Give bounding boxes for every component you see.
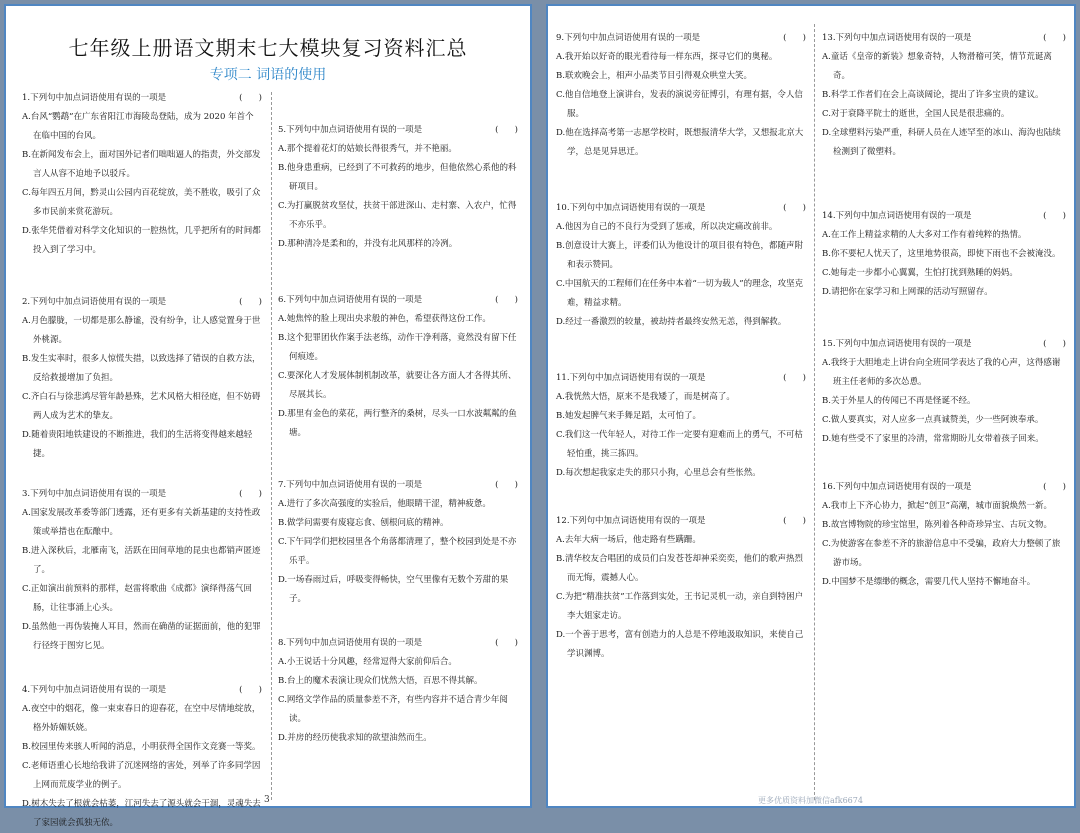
question-block: [822, 210, 1066, 302]
answer-blank: ( ): [239, 297, 262, 307]
question-stem: [556, 515, 806, 528]
answer-option: C.为把“精准扶贫”工作落到实处，王书记灵机一动，亲自到特困户李大姐家走访。: [556, 592, 804, 621]
answer-option: D.一个善于思考，富有创造力的人总是不停地汲取知识，来使自己学识渊博。: [556, 630, 804, 659]
question-text: 7.下列句中加点词语使用有误的一项是: [278, 480, 423, 490]
question-stem: [22, 296, 262, 309]
question-stem: [822, 481, 1066, 494]
question-block: [822, 338, 1066, 449]
question-stem: [556, 372, 806, 385]
question-stem: [556, 32, 806, 45]
column-divider: [814, 24, 815, 800]
answer-option: D.经过一番激烈的较量，被劫持者最终安然无恙，得到解救。: [556, 317, 787, 327]
question-stem: [556, 202, 806, 215]
answer-blank: ( ): [239, 93, 262, 103]
question-stem: [278, 294, 518, 307]
answer-option: D.请把你在家学习和上网课的活动写照留存。: [822, 287, 993, 297]
answer-option: C.我们这一代年轻人，对待工作一定要有迎难而上的勇气，不可枯轻怕重，挑三拣四。: [556, 430, 803, 459]
answer-option: D.随着贵阳地铁建设的不断推进，我们的生活将变得越来越轻捷。: [22, 430, 253, 459]
answer-blank: ( ): [1043, 339, 1066, 349]
answer-option: A.他因为自己的不良行为受到了惩戒，所以决定痛改前非。: [556, 222, 778, 232]
question-block: [278, 294, 518, 443]
question-text: 9.下列句中加点词语使用有误的一项是: [556, 33, 701, 43]
answer-option: C.齐白石与徐悲鸿尽管年龄悬殊，艺术风格大相径庭，但不妨碍两人成为艺术的挚友。: [22, 392, 261, 421]
answer-option: C.为打赢脱贫攻坚仗，扶贫干部进深山、走村寨、入农户，忙得不亦乐乎。: [278, 201, 517, 230]
answer-option: C.网络文学作品的质量参差不齐，有些内容并不适合青少年阅读。: [278, 695, 508, 724]
answer-option: B.科学工作者们在会上高谈阔论，提出了许多宝贵的建议。: [822, 90, 1044, 100]
answer-option: B.校园里传来骇人听闻的消息，小明获得全国作文竞赛一等奖。: [22, 742, 261, 752]
answer-option: D.那种清冷是柔和的，并没有北风那样的冷冽。: [278, 239, 458, 249]
question-block: [278, 124, 518, 254]
question-text: 12.下列句中加点词语使用有误的一项是: [556, 516, 706, 526]
answer-option: B.她发起脾气来手舞足蹈，太可怕了。: [556, 411, 701, 421]
question-block: [822, 32, 1066, 162]
answer-option: B.联欢晚会上，相声小品类节目引得观众哄堂大笑。: [556, 71, 752, 81]
question-block: [22, 684, 262, 833]
answer-blank: ( ): [239, 685, 262, 695]
left-column-2: [278, 124, 518, 748]
question-block: [22, 92, 262, 260]
answer-option: B.清华校友合唱团的成员们白发苍苍却神采奕奕，他们的歌声热烈而无悔，震撼人心。: [556, 554, 803, 583]
question-stem: [22, 92, 262, 105]
right-page: [546, 4, 1076, 808]
question-block: [556, 32, 806, 162]
answer-option: B.做学问需要有废寝忘食、刨根问底的精神。: [278, 518, 449, 528]
answer-blank: ( ): [495, 638, 518, 648]
left-column-1: [22, 92, 262, 833]
page-number: 3: [264, 795, 270, 805]
question-stem: [22, 684, 262, 697]
answer-option: A.进行了多次高强度的实验后，他眼睛干涩，精神疲惫。: [278, 499, 491, 509]
question-stem: [822, 210, 1066, 223]
right-column-2: [822, 32, 1066, 592]
answer-blank: ( ): [783, 516, 806, 526]
answer-option: B.创意设计大赛上，评委们认为他设计的项目很有特色，都随声附和表示赞同。: [556, 241, 803, 270]
answer-blank: ( ): [783, 373, 806, 383]
question-text: 6.下列句中加点词语使用有误的一项是: [278, 295, 423, 305]
answer-blank: ( ): [495, 295, 518, 305]
answer-option: B.他身患重病，已经到了不可救药的地步，但他依然心系他的科研项目。: [278, 163, 517, 192]
question-stem: [278, 637, 518, 650]
answer-option: D.中国梦不是缥缈的概念，需要几代人坚持不懈地奋斗。: [822, 577, 1036, 587]
answer-option: A.月色朦胧，一切都是那么静谧，没有纷争，让人感觉置身于世外桃源。: [22, 316, 261, 345]
question-stem: [278, 124, 518, 137]
section-subtitle: 专项二 词语的使用: [209, 67, 327, 83]
answer-option: C.老师语重心长地给我讲了沉迷网络的害处，列举了许多同学因上网而荒废学业的例子。: [22, 761, 261, 790]
answer-option: C.为使游客在参差不齐的旅游信息中不受骗，政府大力整顿了旅游市场。: [822, 539, 1061, 568]
answer-option: B.关于外星人的传闻已不再是怪诞不经。: [822, 396, 976, 406]
answer-option: A.那个提着花灯的姑娘长得很秀气，并不艳丽。: [278, 144, 457, 154]
answer-option: C.他自信地登上演讲台，发表的演说旁征博引，有理有据，令人信服。: [556, 90, 803, 119]
answer-blank: ( ): [239, 489, 262, 499]
answer-option: D.并房的经历使我求知的欲望油然而生。: [278, 733, 432, 743]
answer-blank: ( ): [783, 33, 806, 43]
answer-option: D.虽然他一再伪装掩人耳目，然而在确凿的证据面前，他的犯罪行径终于图穷匕见。: [22, 622, 261, 651]
answer-option: D.她有些受不了家里的冷清，常常期盼儿女带着孩子回来。: [822, 434, 1044, 444]
question-text: 14.下列句中加点词语使用有误的一项是: [822, 211, 972, 221]
question-stem: [22, 488, 262, 501]
answer-option: A.台风“鹦鹉”在广东省阳江市海陵岛登陆，成为 2020 年首个在临中国的台风。: [22, 112, 254, 141]
question-text: 10.下列句中加点词语使用有误的一项是: [556, 203, 706, 213]
answer-blank: ( ): [1043, 482, 1066, 492]
answer-option: C.要深化人才发展体制机制改革，就要让各方面人才各得其所、尽展其长。: [278, 371, 517, 400]
answer-option: C.下午同学们把校园里各个角落都清理了，整个校园到处是不亦乐乎。: [278, 537, 517, 566]
answer-blank: ( ): [783, 203, 806, 213]
left-page: [4, 4, 532, 828]
answer-option: A.夜空中的烟花，像一束束春日的迎春花，在空中尽情地绽放，格外娇媚妖娆。: [22, 704, 261, 733]
answer-blank: ( ): [495, 125, 518, 135]
question-text: 15.下列句中加点词语使用有误的一项是: [822, 339, 972, 349]
answer-option: B.故宫博物院的珍宝馆里，陈列着各种奇珍异宝、古玩文物。: [822, 520, 1052, 530]
question-text: 5.下列句中加点词语使用有误的一项是: [278, 125, 423, 135]
question-text: 4.下列句中加点词语使用有误的一项是: [22, 685, 167, 695]
answer-option: A.她焦悴的脸上现出央求般的神色，希望获得这份工作。: [278, 314, 491, 324]
question-text: 3.下列句中加点词语使用有误的一项是: [22, 489, 167, 499]
question-stem: [822, 32, 1066, 45]
answer-option: C.对于衰降平院士的逝世，全国人民是很悲痛的。: [822, 109, 1010, 119]
question-text: 13.下列句中加点词语使用有误的一项是: [822, 33, 972, 43]
question-block: [556, 202, 806, 332]
question-stem: [822, 338, 1066, 351]
answer-blank: ( ): [495, 480, 518, 490]
question-text: 1.下列句中加点词语使用有误的一项是: [22, 93, 167, 103]
answer-option: B.这个犯罪团伙作案手法老练，动作干净利落，竟然没有留下任何痕迹。: [278, 333, 517, 362]
answer-option: B.在新闻发布会上，面对国外记者们咄咄逼人的指责，外交部发言人从容不迫地予以驳斥。: [22, 150, 261, 179]
answer-option: B.你不要杞人忧天了，这里地势很高，即使下雨也不会被淹没。: [822, 249, 1061, 259]
answer-option: D.全球塑料污染严重，科研人员在人迹罕至的冰山、海沟也陆续检测到了微塑料。: [822, 128, 1061, 157]
answer-blank: ( ): [1043, 33, 1066, 43]
answer-option: D.一场春雨过后，呼吸变得畅快，空气里像有无数个芳甜的果子。: [278, 575, 509, 604]
answer-option: A.小王说话十分风趣，经常逗得大家前仰后合。: [278, 657, 457, 667]
answer-option: C.正如演出前预料的那样，赵雷将歌曲《成都》演绎得荡气回肠，让往事涌上心头。: [22, 584, 252, 613]
question-text: 11.下列句中加点词语使用有误的一项是: [556, 373, 706, 383]
question-block: [556, 515, 806, 664]
answer-blank: ( ): [1043, 211, 1066, 221]
answer-option: D.树木失去了根就会枯萎，江河失去了源头就会干涸，灵魂失去了家园就会孤独无依。: [22, 799, 261, 828]
answer-option: B.发生实率时，很多人惊慌失措，以致选择了错误的自救方法，反给救援增加了负担。: [22, 354, 261, 383]
question-text: 2.下列句中加点词语使用有误的一项是: [22, 297, 167, 307]
footer-note: 更多优质资料加微信afk6674: [758, 796, 863, 805]
column-divider: [271, 92, 272, 800]
answer-option: A.我恍然大悟，原来不是我矮了，而是树高了。: [556, 392, 735, 402]
question-block: [22, 488, 262, 656]
answer-option: A.我开始以好奇的眼光看待每一样东西，探寻它们的奥秘。: [556, 52, 778, 62]
answer-option: A.童话《皇帝的新装》想象奇特，人物滑稽可笑，情节荒诞离奇。: [822, 52, 1052, 81]
answer-option: A.我终于大胆地走上讲台向全班同学表达了我的心声，这得感谢班主任老师的多次怂恿。: [822, 358, 1061, 387]
answer-option: C.中国航天的工程师们在任务中本着“一切为载人”的理念，攻坚克难，精益求精。: [556, 279, 804, 308]
answer-option: D.他在选择高考第一志愿学校时，既想报清华大学，又想报北京大学，总是见异思迁。: [556, 128, 804, 157]
answer-option: B.进入深秋后，北雁南飞，活跃在田间草地的昆虫也都销声匿迹了。: [22, 546, 261, 575]
question-block: [556, 372, 806, 483]
question-block: [822, 481, 1066, 592]
answer-option: A.去年大病一场后，他走路有些蹒跚。: [556, 535, 701, 545]
right-column-1: [556, 32, 806, 664]
answer-option: C.做人要真实，对人应多一点真诚赞美，少一些阿谀奉承。: [822, 415, 1044, 425]
question-stem: [278, 479, 518, 492]
question-block: [278, 479, 518, 609]
answer-option: D.张华凭借着对科学文化知识的一腔热忱，几乎把所有的时间都投入到了学习中。: [22, 226, 261, 255]
answer-option: B.台上的魔术表演让现众们忧然大悟，百思不得其解。: [278, 676, 483, 686]
question-block: [278, 637, 518, 748]
answer-option: D.那里有金色的菜花，两行整齐的桑树，尽头一口水波粼粼的鱼塘。: [278, 409, 517, 438]
page-title: 七年级上册语文期末七大模块复习资料汇总: [68, 36, 468, 60]
answer-option: D.每次想起我家走失的那只小狗，心里总会有些怅然。: [556, 468, 761, 478]
question-text: 8.下列句中加点词语使用有误的一项是: [278, 638, 423, 648]
answer-option: C.她每走一步都小心翼翼，生怕打扰到熟睡的妈妈。: [822, 268, 1018, 278]
answer-option: A.在工作上精益求精的人大多对工作有着纯粹的热情。: [822, 230, 1027, 240]
answer-option: C.每年四五月间，黔灵山公园内百花绽放，美不胜收，吸引了众多市民前来赏花游玩。: [22, 188, 261, 217]
answer-option: A.我市上下齐心协力，掀起“创卫”高潮，城市面貌焕然一新。: [822, 501, 1053, 511]
answer-option: A.国家发展改革委等部门透露，还有更多有关新基建的支持性政策或举措也在酝酿中。: [22, 508, 261, 537]
question-text: 16.下列句中加点词语使用有误的一项是: [822, 482, 972, 492]
question-block: [22, 296, 262, 464]
